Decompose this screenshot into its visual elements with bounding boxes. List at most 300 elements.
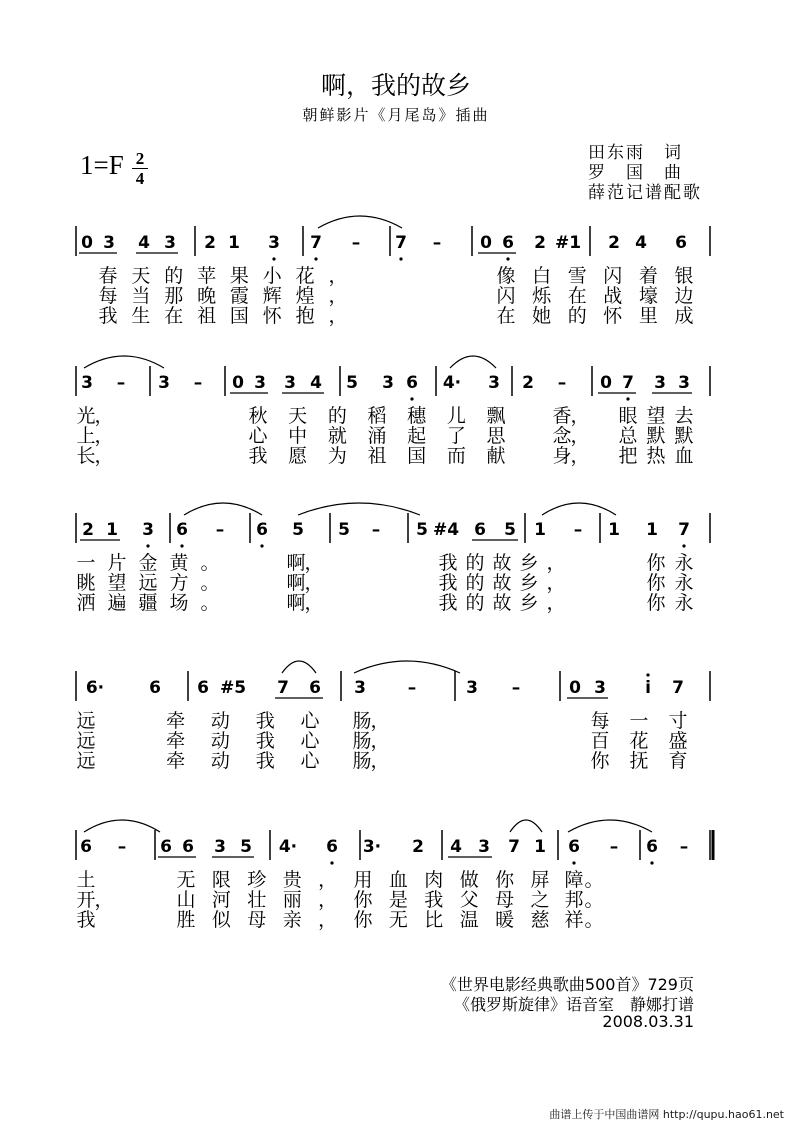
- note-symbol: 3: [488, 373, 500, 393]
- note-symbol: 3: [214, 837, 226, 857]
- slur: [84, 356, 164, 368]
- lyric-char: 的: [465, 592, 485, 614]
- lyric-char: 当: [131, 285, 151, 307]
- lyric-char: 百: [590, 730, 610, 752]
- time-bottom: 4: [135, 169, 145, 188]
- note-symbol: 6: [675, 233, 687, 253]
- lyric-char: 丽: [282, 889, 302, 911]
- lyric-char: 祖: [367, 445, 387, 467]
- note-symbol: #1: [554, 233, 582, 253]
- note-symbol: 1: [534, 520, 546, 540]
- note-symbol: 5: [416, 520, 428, 540]
- note-symbol: 0: [232, 373, 244, 393]
- note-symbol: 2: [204, 233, 216, 253]
- lyric-char: 你: [590, 750, 610, 772]
- note-symbol: 3: [654, 373, 666, 393]
- lyric-char: 场: [169, 592, 189, 614]
- note-symbol: 5: [504, 520, 516, 540]
- lyric-char: 雪: [567, 265, 587, 287]
- octave-dot-high: [646, 673, 649, 676]
- lyric-char: 限: [211, 869, 231, 891]
- note-symbol: 6: [256, 520, 268, 540]
- lyric-char: 白: [532, 265, 552, 287]
- lyric-char: 飘: [486, 405, 506, 427]
- note-symbol: 7: [395, 233, 407, 253]
- lyric-char: 总: [618, 425, 638, 447]
- lyric-char: 故: [492, 552, 512, 574]
- lyric-char: 祥: [564, 909, 584, 931]
- octave-dot: [410, 397, 413, 400]
- note-symbol: 2: [522, 373, 534, 393]
- lyric-char: ，: [304, 572, 324, 594]
- note-symbol: –: [117, 837, 127, 857]
- lyric-char: 闪: [496, 285, 516, 307]
- lyric-char: 动: [210, 710, 230, 732]
- octave-dot: [682, 544, 685, 547]
- lyric-char: 。: [584, 909, 604, 931]
- lyric-char: ，: [570, 425, 590, 447]
- lyric-char: 长: [76, 445, 96, 467]
- note-symbol: 1: [106, 520, 118, 540]
- lyric-char: ，: [370, 710, 390, 732]
- lyric-char: 我: [255, 750, 275, 772]
- lyric-char: 苹: [197, 265, 217, 287]
- note-symbol: 6: [182, 837, 194, 857]
- lyric-char: 无: [176, 869, 196, 891]
- octave-dot: [260, 544, 263, 547]
- lyric-char: 愿: [288, 445, 308, 467]
- note-symbol: 1: [646, 520, 658, 540]
- lyric-char: ，: [304, 592, 324, 614]
- note-symbol: 3: [81, 373, 93, 393]
- octave-dot: [506, 257, 509, 260]
- note-symbol: 0: [600, 373, 612, 393]
- lyric-char: 的: [465, 552, 485, 574]
- lyric-char: ，: [570, 405, 590, 427]
- lyric-char: [121, 750, 140, 772]
- note-symbol: –: [215, 520, 225, 540]
- slur: [84, 820, 160, 832]
- note-symbol: 7: [672, 678, 684, 698]
- lyric-char: 开: [76, 889, 96, 911]
- octave-dot: [314, 257, 317, 260]
- slur: [282, 661, 316, 673]
- lyric-char: 光: [76, 405, 96, 427]
- lyric-char: 眺: [76, 572, 96, 594]
- lyric-char: 天: [288, 405, 308, 427]
- lyric-char: 祖: [197, 305, 217, 327]
- lyric-char: 我: [438, 552, 458, 574]
- note-symbol: 6: [326, 837, 338, 857]
- lyric-char: 动: [210, 750, 230, 772]
- lyric-char: 热: [646, 445, 666, 467]
- lyric-char: 动: [210, 730, 230, 752]
- lyric-char: 肠: [352, 710, 372, 732]
- lyric-char: 片: [107, 552, 127, 574]
- lyric-char: 牵: [166, 750, 186, 772]
- octave-dot: [572, 861, 575, 864]
- note-symbol: 2: [82, 520, 94, 540]
- lyric-char: 生: [131, 305, 151, 327]
- note-symbol: 6·: [85, 678, 105, 698]
- lyric-char: 心: [300, 710, 320, 732]
- lyric-char: ，: [370, 730, 390, 752]
- note-symbol: 3: [678, 373, 690, 393]
- lyric-char: 盛: [668, 730, 688, 752]
- lyric-char: 乡: [519, 592, 539, 614]
- lyric-char: 金: [138, 552, 158, 574]
- lyric-char: 儿: [446, 405, 466, 427]
- note-symbol: 1: [534, 837, 546, 857]
- time-top: 2: [135, 149, 145, 168]
- lyric-char: 把: [618, 445, 638, 467]
- note-symbol: 3: [254, 373, 266, 393]
- lyric-char: 做: [459, 869, 479, 891]
- octave-dot: [399, 257, 402, 260]
- note-symbol: #5: [219, 678, 247, 698]
- lyric-char: 我: [255, 730, 275, 752]
- note-symbol: –: [573, 520, 583, 540]
- lyric-char: 思: [486, 425, 506, 447]
- note-symbol: 3: [158, 373, 170, 393]
- footer-watermark: 曲谱上传于中国曲谱网 http://qupu.hao61.net: [549, 1108, 784, 1121]
- octave-dot: [650, 861, 653, 864]
- lyric-char: 啊: [286, 552, 306, 574]
- credit-lyricist: 田东雨 词: [588, 143, 683, 163]
- lyric-char: 河: [211, 889, 231, 911]
- lyric-char: 像: [496, 265, 516, 287]
- lyric-char: 一: [629, 710, 649, 732]
- lyric-char: ，: [318, 889, 338, 911]
- lyric-char: ，: [546, 552, 566, 574]
- lyric-char: 霞: [229, 285, 249, 307]
- lyric-char: 怀: [262, 305, 282, 327]
- note-symbol: 6: [149, 678, 161, 698]
- lyric-char: 每: [590, 710, 610, 732]
- note-symbol: –: [679, 837, 689, 857]
- note-symbol: 5: [292, 520, 304, 540]
- lyric-char: 银: [674, 265, 694, 287]
- note-symbol: –: [609, 837, 619, 857]
- note-symbol: 6: [646, 837, 658, 857]
- note-symbol: 7: [678, 520, 690, 540]
- note-symbol: 4: [310, 373, 322, 393]
- lyric-char: 。: [200, 592, 220, 614]
- lyric-char: 的: [327, 405, 347, 427]
- lyric-char: 而: [446, 445, 466, 467]
- lyric-char: 默: [674, 425, 694, 447]
- lyric-char: 就: [327, 425, 347, 447]
- lyric-char: 。: [200, 572, 220, 594]
- lyric-char: 边: [674, 285, 694, 307]
- note-symbol: 2: [608, 233, 620, 253]
- octave-dot: [330, 861, 333, 864]
- lyric-char: 我: [424, 889, 444, 911]
- lyric-char: 永: [674, 592, 694, 614]
- lyric-char: 屏: [530, 869, 550, 891]
- lyric-char: 怀: [603, 305, 623, 327]
- note-symbol: i: [645, 678, 651, 698]
- octave-dot: [626, 397, 629, 400]
- note-symbol: 4: [138, 233, 150, 253]
- lyric-char: 牵: [166, 730, 186, 752]
- lyric-char: 国: [229, 305, 249, 327]
- lyric-char: 花: [295, 265, 315, 287]
- lyric-char: 你: [353, 909, 373, 931]
- note-symbol: 4·: [442, 373, 462, 393]
- note-symbol: 0: [81, 233, 93, 253]
- lyric-char: 的: [164, 265, 184, 287]
- note-symbol: 3: [478, 837, 490, 857]
- lyric-char: 。: [584, 869, 604, 891]
- note-symbol: 5: [338, 520, 350, 540]
- lyric-char: 念: [552, 425, 572, 447]
- note-symbol: 6: [309, 678, 321, 698]
- lyric-char: 永: [674, 572, 694, 594]
- note-symbol: 6: [197, 678, 209, 698]
- lyric-char: 远: [76, 750, 96, 772]
- lyric-char: 望: [107, 572, 127, 594]
- lyric-char: 是: [388, 889, 408, 911]
- note-symbol: –: [511, 678, 521, 698]
- note-symbol: 3: [268, 233, 280, 253]
- note-symbol: 7: [508, 837, 520, 857]
- lyric-char: 亲: [282, 909, 302, 931]
- note-symbol: –: [351, 233, 361, 253]
- lyric-char: 战: [603, 285, 623, 307]
- lyric-char: 心: [248, 425, 268, 447]
- lyric-char: 故: [492, 592, 512, 614]
- note-symbol: 4: [635, 233, 647, 253]
- lyric-char: 故: [492, 572, 512, 594]
- lyric-char: 你: [495, 869, 515, 891]
- lyric-char: 为: [327, 445, 347, 467]
- lyric-char: 母: [495, 889, 515, 911]
- lyric-char: ，: [94, 889, 114, 911]
- lyric-char: 煌: [295, 285, 315, 307]
- note-symbol: 3: [466, 678, 478, 698]
- lyric-char: 黄: [169, 552, 189, 574]
- lyric-char: 永: [674, 552, 694, 574]
- lyric-char: 我: [248, 445, 268, 467]
- source-typist: 《俄罗斯旋律》语音室 静娜打谱: [453, 995, 694, 1014]
- lyric-char: 山: [176, 889, 196, 911]
- note-symbol: #4: [432, 520, 460, 540]
- note-symbol: 5: [240, 837, 252, 857]
- lyric-char: 肠: [352, 750, 372, 772]
- note-symbol: 3: [142, 520, 154, 540]
- lyric-char: 里: [638, 305, 658, 327]
- lyric-char: 寸: [668, 710, 688, 732]
- lyric-char: 烁: [532, 285, 552, 307]
- note-symbol: 1: [608, 520, 620, 540]
- lyric-char: 花: [629, 730, 649, 752]
- note-symbol: 3·: [362, 837, 382, 857]
- lyric-char: 我: [438, 572, 458, 594]
- lyric-char: 心: [300, 730, 320, 752]
- lyric-char: 抱: [295, 305, 315, 327]
- lyric-char: 珍: [247, 869, 267, 891]
- credit-composer: 罗 国 曲: [588, 163, 683, 183]
- lyric-char: ，: [370, 750, 390, 772]
- slur: [510, 820, 542, 832]
- lyric-char: ，: [328, 285, 348, 307]
- lyric-char: 在: [496, 305, 516, 327]
- lyric-char: 远: [76, 710, 96, 732]
- note-symbol: 7: [310, 233, 322, 253]
- slur: [542, 503, 616, 515]
- lyric-char: 那: [164, 285, 184, 307]
- lyric-char: ，: [328, 265, 348, 287]
- note-symbol: 6: [502, 233, 514, 253]
- lyric-char: [121, 710, 140, 732]
- lyric-char: 肉: [424, 869, 444, 891]
- lyric-char: 用: [353, 869, 373, 891]
- lyric-char: 远: [76, 730, 96, 752]
- lyric-char: 血: [674, 445, 694, 467]
- lyric-char: 遍: [107, 592, 127, 614]
- lyric-char: 着: [638, 265, 658, 287]
- lyric-char: ，: [94, 445, 114, 467]
- lyric-char: 父: [459, 889, 479, 911]
- note-symbol: 3: [103, 233, 115, 253]
- note-symbol: 3: [382, 373, 394, 393]
- lyric-char: 抚: [629, 750, 649, 772]
- lyric-char: 默: [646, 425, 666, 447]
- lyric-char: 之: [530, 889, 550, 911]
- octave-dot: [272, 257, 275, 260]
- lyric-char: 障: [564, 869, 584, 891]
- note-symbol: 3: [284, 373, 296, 393]
- credit-arranger: 薛范记谱配歌: [588, 183, 702, 203]
- lyric-char: 慈: [530, 909, 550, 931]
- lyric-char: 心: [300, 750, 320, 772]
- lyric-char: 疆: [138, 592, 158, 614]
- lyric-char: 身: [552, 445, 572, 467]
- note-symbol: 3: [354, 678, 366, 698]
- lyric-char: 牵: [166, 710, 186, 732]
- note-symbol: 6: [80, 837, 92, 857]
- lyric-char: 我: [438, 592, 458, 614]
- lyric-char: 她: [532, 305, 552, 327]
- lyric-char: 远: [138, 572, 158, 594]
- lyric-char: 果: [229, 265, 249, 287]
- lyric-char: 眼: [618, 405, 638, 427]
- lyric-char: 在: [567, 285, 587, 307]
- lyric-char: 涌: [367, 425, 387, 447]
- note-symbol: 4: [450, 837, 462, 857]
- source-date: 2008.03.31: [602, 1012, 694, 1031]
- lyric-char: ，: [304, 552, 324, 574]
- lyric-char: 晚: [197, 285, 217, 307]
- note-symbol: –: [432, 233, 442, 253]
- lyric-char: 壮: [247, 889, 267, 911]
- lyric-char: 的: [465, 572, 485, 594]
- lyric-char: ，: [546, 592, 566, 614]
- lyric-char: 。: [200, 552, 220, 574]
- lyric-char: 稻: [367, 405, 387, 427]
- lyric-char: 秋: [248, 405, 268, 427]
- lyric-char: 你: [353, 889, 373, 911]
- lyric-char: 血: [388, 869, 408, 891]
- lyric-char: 香: [552, 405, 572, 427]
- note-symbol: –: [371, 520, 381, 540]
- lyric-char: 上: [76, 425, 96, 447]
- lyric-char: ，: [94, 405, 114, 427]
- note-symbol: –: [116, 373, 126, 393]
- lyric-char: 暖: [495, 909, 515, 931]
- note-symbol: 3: [164, 233, 176, 253]
- note-symbol: 2: [412, 837, 424, 857]
- lyric-char: 壕: [638, 285, 658, 307]
- lyric-char: 胜: [176, 909, 196, 931]
- lyric-char: 你: [646, 552, 666, 574]
- lyric-char: 土: [76, 869, 96, 891]
- note-symbol: 0: [480, 233, 492, 253]
- lyric-char: 在: [164, 305, 184, 327]
- lyric-char: 无: [388, 909, 408, 931]
- slur: [450, 356, 496, 368]
- lyric-char: 小: [262, 265, 282, 287]
- lyric-char: 育: [668, 750, 688, 772]
- note-symbol: 1: [228, 233, 240, 253]
- note-symbol: 4·: [278, 837, 298, 857]
- note-symbol: –: [407, 678, 417, 698]
- page-subtitle: 朝鲜影片《月尾岛》插曲: [302, 106, 490, 124]
- lyric-char: 方: [169, 572, 189, 594]
- lyric-char: 一: [76, 552, 96, 574]
- note-symbol: 0: [569, 678, 581, 698]
- lyric-char: 肠: [352, 730, 372, 752]
- lyric-char: 天: [131, 265, 151, 287]
- lyric-char: 似: [211, 909, 231, 931]
- lyric-char: [121, 730, 140, 752]
- lyric-char: 望: [646, 405, 666, 427]
- note-symbol: 6: [474, 520, 486, 540]
- note-symbol: 6: [160, 837, 172, 857]
- lyric-char: 去: [674, 405, 694, 427]
- lyric-char: 母: [247, 909, 267, 931]
- lyric-char: 乡: [519, 552, 539, 574]
- note-symbol: 3: [594, 678, 606, 698]
- lyric-char: 你: [646, 592, 666, 614]
- lyric-char: 乡: [519, 572, 539, 594]
- note-symbol: –: [557, 373, 567, 393]
- lyric-char: 每: [98, 285, 118, 307]
- lyric-char: ，: [318, 909, 338, 931]
- lyric-char: 闪: [603, 265, 623, 287]
- lyric-char: 了: [446, 425, 466, 447]
- lyric-char: 我: [255, 710, 275, 732]
- lyric-char: ，: [318, 869, 338, 891]
- note-symbol: 2: [534, 233, 546, 253]
- octave-dot: [180, 544, 183, 547]
- lyric-char: 中: [288, 425, 308, 447]
- lyric-char: 比: [424, 909, 444, 931]
- lyric-char: 你: [646, 572, 666, 594]
- note-symbol: 6: [568, 837, 580, 857]
- lyric-char: 春: [98, 265, 118, 287]
- lyric-char: 啊: [286, 572, 306, 594]
- lyric-char: 。: [584, 889, 604, 911]
- lyric-char: 起: [407, 425, 427, 447]
- key-signature: 1=F: [80, 150, 124, 180]
- lyric-char: 贵: [282, 869, 302, 891]
- lyric-char: 辉: [262, 285, 282, 307]
- note-symbol: 6: [406, 373, 418, 393]
- lyric-char: ，: [94, 425, 114, 447]
- note-symbol: 5: [346, 373, 358, 393]
